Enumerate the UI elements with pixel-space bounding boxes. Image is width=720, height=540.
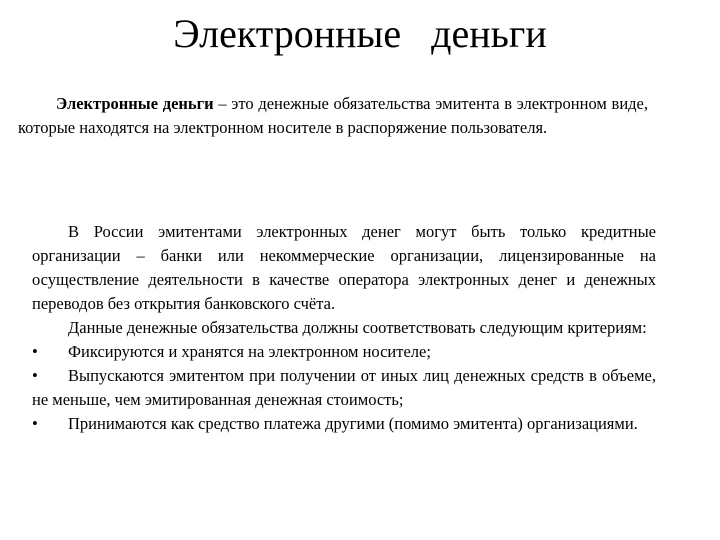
bullet-marker: • bbox=[32, 366, 38, 385]
bullet-text: Выпускаются эмитентом при получении от иных лиц денежных средств в объеме, не меньше, чем эмитированная денежная стоимость; bbox=[32, 366, 656, 409]
issuers-paragraph: В России эмитентами электронных денег могут быть только кредитные организации – банки или некоммерческие организации, лицензированные на осуществление деятельности в качестве оператора электронных денег и денежных переводов без открытия банковского счёта. bbox=[32, 222, 656, 313]
criteria-intro-paragraph: Данные денежные обязательства должны соответствовать следующим критериям: bbox=[68, 318, 647, 337]
definition-term: Электронные деньги bbox=[56, 94, 214, 113]
criteria-bullet-2 bbox=[32, 364, 656, 412]
definition-paragraph bbox=[18, 92, 648, 140]
criteria-bullet-1 bbox=[32, 340, 656, 364]
bullet-text: Принимаются как средство платежа другими (помимо эмитента) организациями. bbox=[68, 414, 638, 433]
bullet-marker: • bbox=[32, 342, 38, 361]
slide-title: Электронные деньги bbox=[173, 11, 547, 56]
criteria-bullet-3 bbox=[32, 412, 656, 436]
bullet-text: Фиксируются и хранятся на электронном носителе; bbox=[68, 342, 431, 361]
bullet-marker: • bbox=[32, 414, 38, 433]
main-text-block bbox=[32, 220, 656, 436]
definition-text: – это денежные обязательства эмитента в электронном виде, которые находятся на электронном носителе в распоряжение пользователя. bbox=[18, 94, 648, 137]
